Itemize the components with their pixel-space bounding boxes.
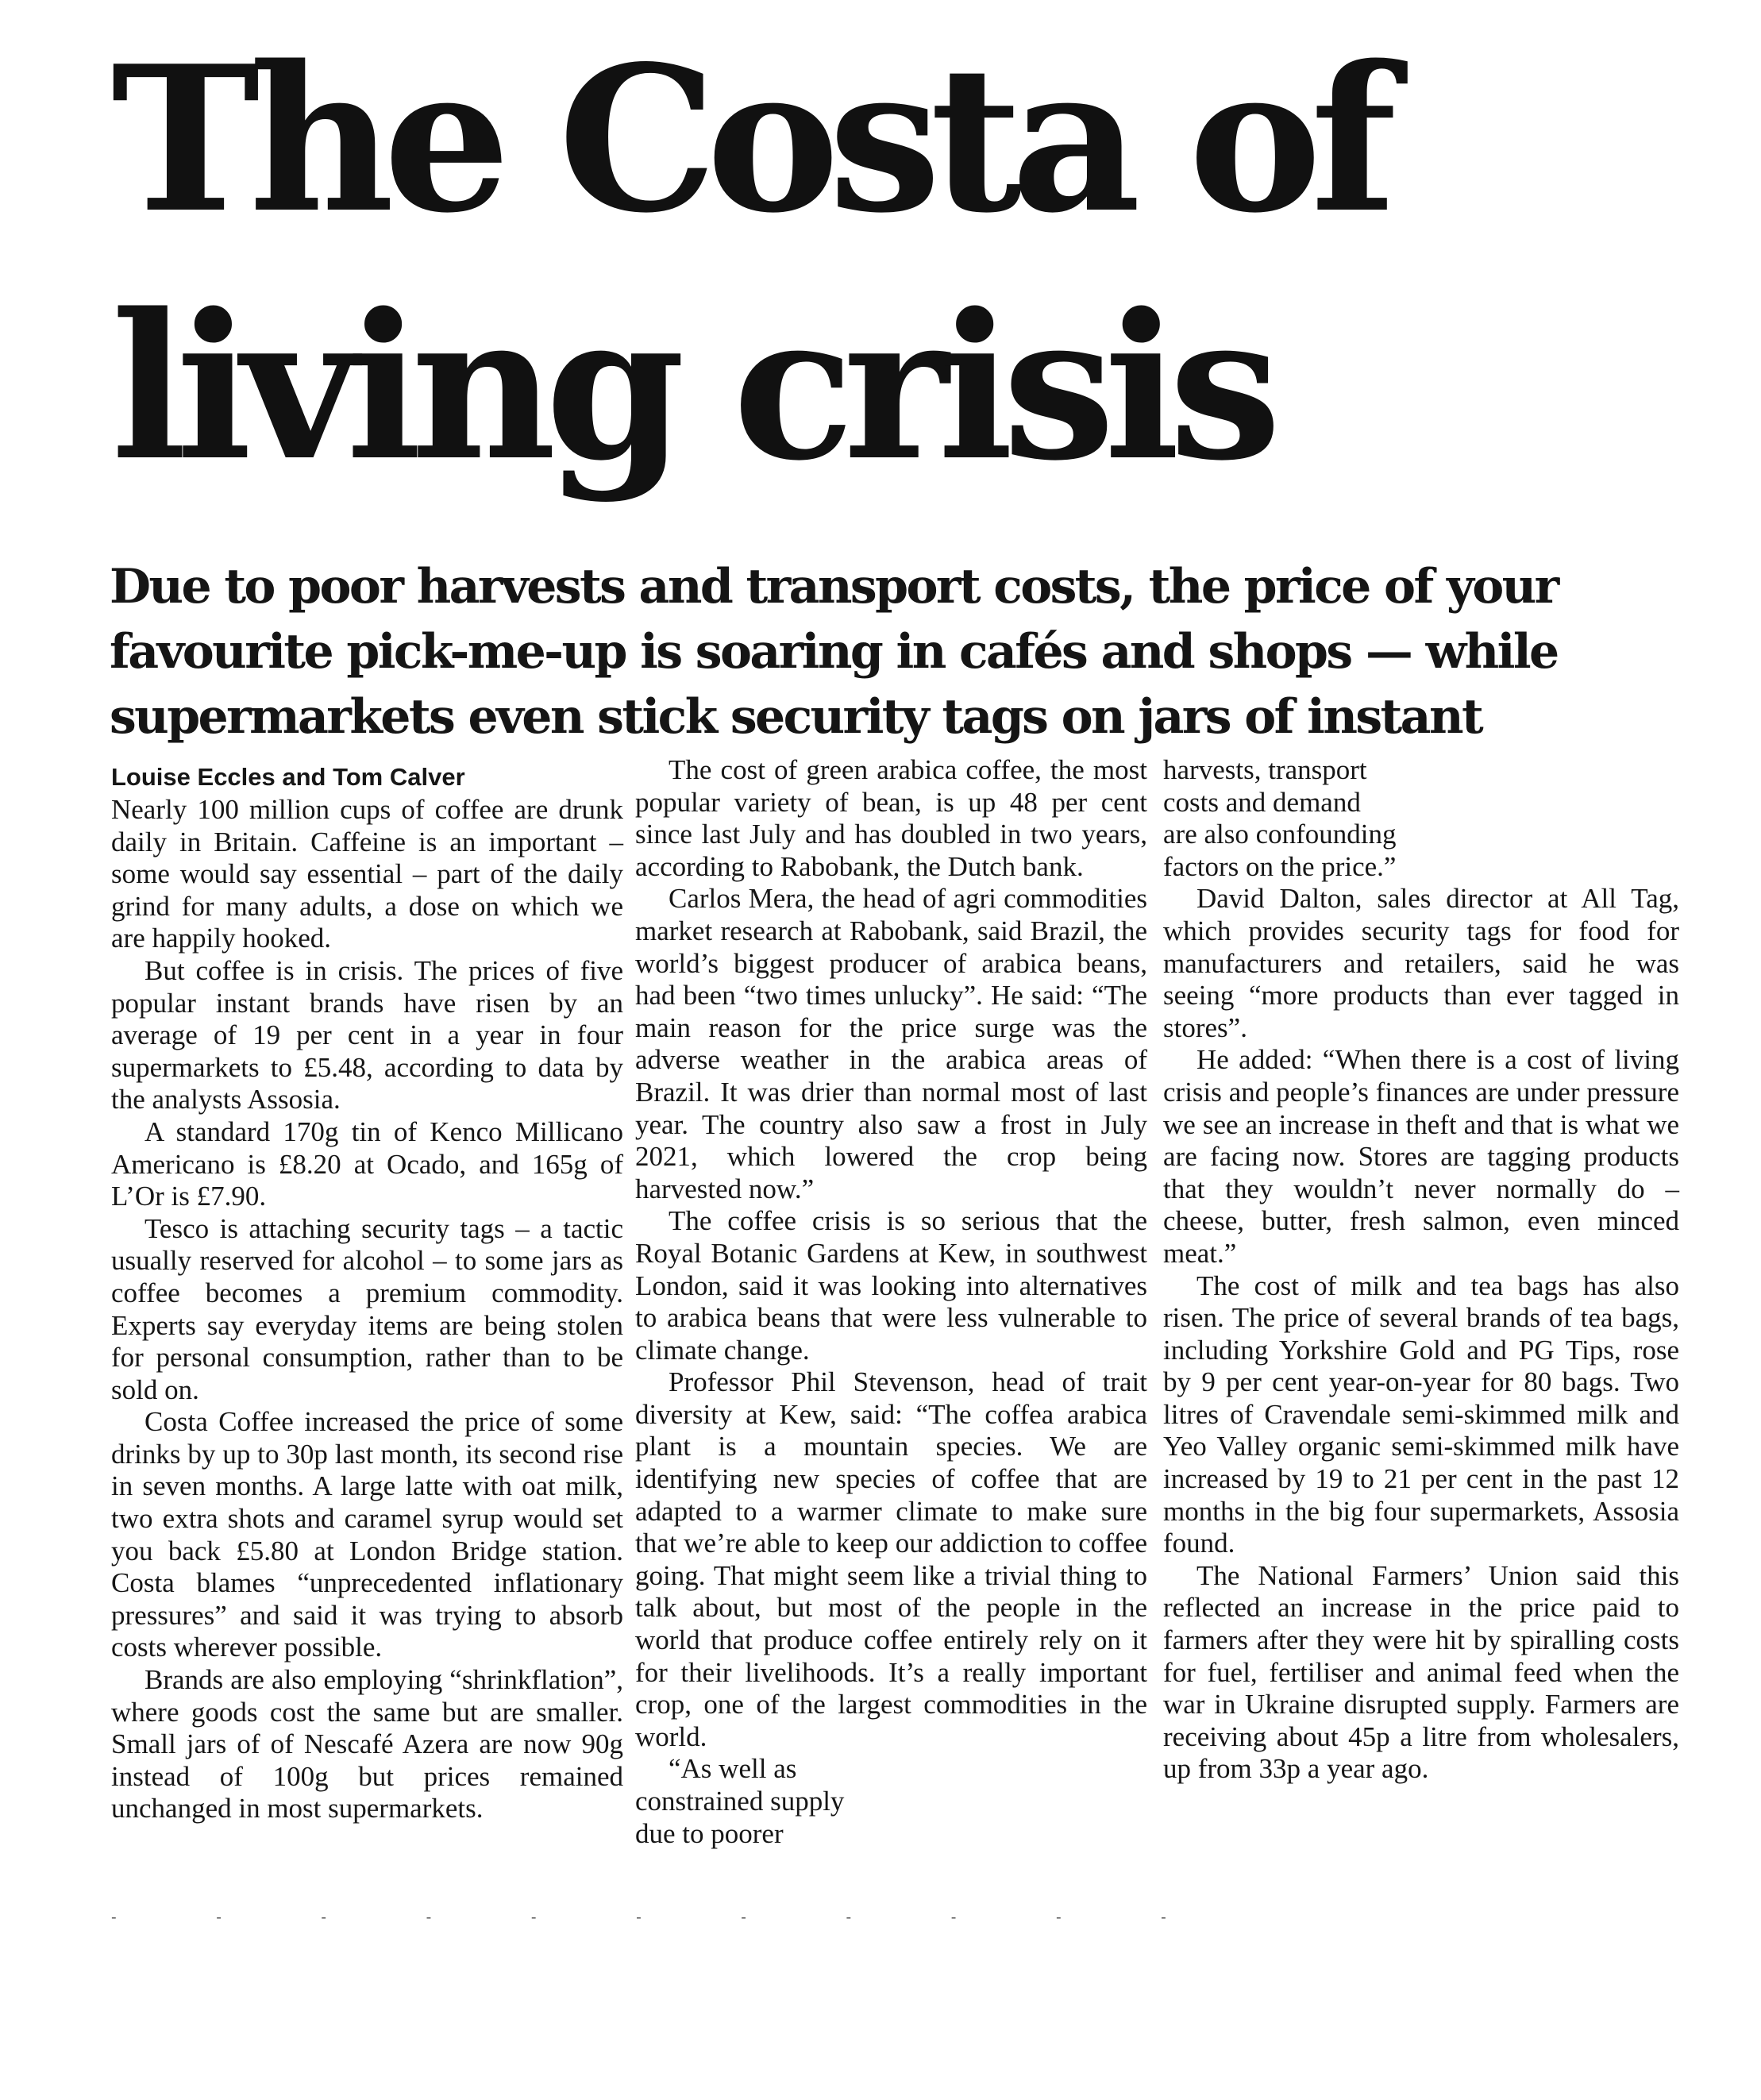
paragraph: harvests, transport costs and demand are also confounding factors on the price.” (1163, 754, 1397, 882)
paragraph: “As well as constrained supply due to poorer (635, 1753, 845, 1849)
paragraph: He added: “When there is a cost of living crisis and people’s finances are under pressure we see an increase in theft and that is what we are facing now. Stores are tagging products that they wouldn’t never normally do – cheese, butter, fresh salmon, even minced meat.” (1163, 1044, 1679, 1269)
paragraph: But coffee is in crisis. The prices of five popular instant brands have risen by an average of 19 per cent in a year in four supermarkets to £5.48, according to data by the analysts Assosia. (111, 954, 623, 1116)
article-column-1 (111, 761, 623, 1825)
paragraph: The cost of green arabica coffee, the most popular variety of bean, is up 48 per cent since last July and has doubled in two years, according to Rabobank, the Dutch bank. (635, 754, 1147, 882)
article-column-2 (635, 754, 1147, 1850)
paragraph: The coffee crisis is so serious that the Royal Botanic Gardens at Kew, in southwest London, said it was looking into alternatives to arabica beans that were less vulnerable to climate change. (635, 1205, 1147, 1366)
article-column-3 (1163, 754, 1679, 1786)
headline-line-2: living crisis (111, 270, 1271, 505)
paragraph: The cost of milk and tea bags has also risen. The price of several brands of tea bags, including Yorkshire Gold and PG Tips, rose by 9 per cent year-on-year for 80 bags. Two litres of Cravendale semi-skimmed milk and Yeo Valley organic semi-skimmed milk have increased by 19 to 21 per cent in the past 12 months in the big four supermarkets, Assosia found. (1163, 1270, 1679, 1559)
paragraph: Brands are also employing “shrinkflation”, where goods cost the same but are smaller. Small jars of of Nescafé Azera are now 90g instead of 100g but prices remained unchanged in most supermarkets. (111, 1664, 623, 1824)
paragraph: David Dalton, sales director at All Tag, which provides security tags for food for manufacturers and retailers, said he was seeing “more products than ever tagged in stores”. (1163, 883, 1679, 1043)
paragraph: Costa Coffee increased the price of some drinks by up to 30p last month, its second rise in seven months. A large latte with oat milk, two extra shots and caramel syrup would set you back £5.80 at London Bridge station. Costa blames “unprecedented inflationary pressures” and said it was trying to absorb costs wherever possible. (111, 1406, 623, 1663)
standfirst-line-3: supermarkets even stick security tags on jars of instant (110, 689, 1482, 745)
standfirst-line-1: Due to poor harvests and transport costs, the price of your (110, 559, 1558, 615)
paragraph: The National Farmers’ Union said this reflected an increase in the price paid to farmers after they were hit by spiralling costs for fuel, fertiliser and animal feed when the war in Ukraine disrupted supply. Farmers are receiving about 45p a litre from wholesalers, up from 33p a year ago. (1163, 1559, 1679, 1785)
headline-line-1: The Costa of (111, 22, 1386, 257)
paragraph: A standard 170g tin of Kenco Millicano Americano is £8.20 at Ocado, and 165g of L’Or is £7.90. (111, 1116, 623, 1212)
paragraph: Carlos Mera, the head of agri commodities market research at Rabobank, said Brazil, the world’s biggest producer of arabica beans, had been “two times unlucky”. He said: “The main reason for the price surge was the adverse weather in the arabica areas of Brazil. It was drier than normal most of last year. The country also saw a frost in July 2021, which lowered the crop being harvested now.” (635, 883, 1147, 1204)
standfirst-line-2: favourite pick-me-up is soaring in cafés and shops — while (110, 624, 1558, 680)
paragraph: Professor Phil Stevenson, head of trait diversity at Kew, said: “The coffea arabica plant is a mountain species. We are identifying new species of coffee that are adapted to a warmer climate to make sure that we’re able to keep our addiction to coffee going. That might seem like a trivial thing to talk about, but most of the people in the world that produce coffee entirely rely on it for their livelihoods. It’s a really important crop, one of the largest commodities in the world. (635, 1366, 1147, 1752)
headline (111, 16, 1683, 511)
standfirst (110, 554, 1666, 749)
paragraph: Tesco is attaching security tags – a tactic usually reserved for alcohol – to some jars as coffee becomes a premium commodity. Experts say everyday items are being stolen for personal consumption, rather than to be sold on. (111, 1212, 623, 1405)
paragraph: Nearly 100 million cups of coffee are drunk daily in Britain. Caffeine is an important – some would say essential – part of the daily grind for many adults, a dose on which we are happily hooked. (111, 794, 623, 954)
byline: Louise Eccles and Tom Calver (111, 763, 465, 791)
column-bottom-rule: - - - - - - - - - - - (111, 1909, 1214, 1926)
